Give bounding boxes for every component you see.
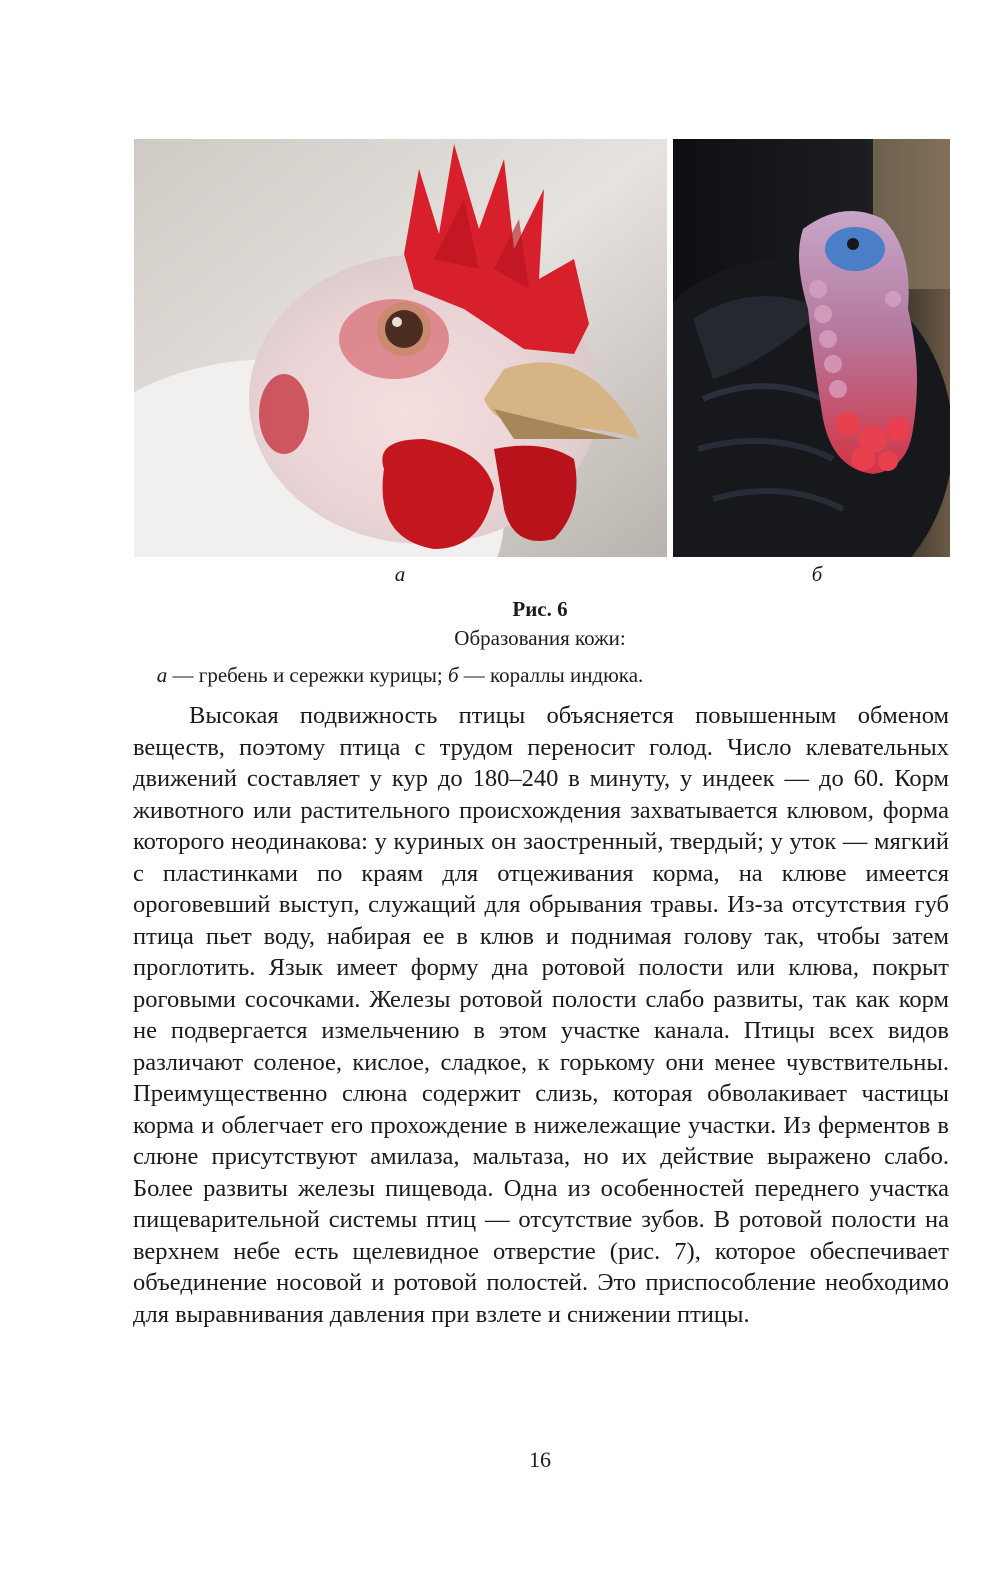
- legend-letter-a: а: [156, 663, 168, 687]
- body-paragraph: Высокая подвижность птицы объясняется повышенным обменом веществ, поэтому птица с трудом переносит голод. Число клевательных движений составляет у кур до 180–240 в минуту, у индеек — до 60. Корм животного или растительного происхождения захватывается клювом, форма которого неодинакова: у куриных он заостренный, твердый; у уток — мягкий с пластинками по краям для отцеживания корма, на клюве имеется ороговевший выступ, служащий для обрывания травы. Из-за отсутствия губ птица пьет воду, набирая ее в клюв и поднимая голову так, чтобы затем проглотить. Язык имеет форму дна ротовой полости или клюва, покрыт роговыми сосочками. Железы ротовой полости слабо развиты, так как корм не подвергается измельчению в этом участке канала. Птицы всех видов различают соленое, кислое, сладкое, к горькому они менее чувствительны. Преимущественно слюна содержит слизь, которая обволакивает частицы корма и облегчает его прохождение в нижележащие участки. Из ферментов в слюне присутствуют амилаза, мальтаза, но их действие выражено слабо. Более развиты железы пищевода. Одна из особенностей переднего участка пищеварительной системы птиц — отсутствие зубов. В ротовой полости на верхнем небе есть щелевидное отверстие (рис. 7), которое обеспечивает объединение носовой и ротовой полостей. Это приспособление необходимо для выравнивания давления при взлете и снижении птицы.: [133, 702, 949, 1328]
- figure-legend: [0, 663, 800, 688]
- figure-label-a: а: [394, 562, 406, 586]
- figure-title: Образования кожи:: [454, 626, 626, 650]
- photo-turkey-caruncles: [673, 139, 950, 557]
- legend-text-a: — гребень и сережки курицы;: [167, 663, 448, 687]
- figure-label-b: б: [811, 562, 823, 586]
- figure-number: Рис. 6: [512, 597, 568, 621]
- page-number: 16: [529, 1447, 551, 1472]
- photo-chicken-comb: [134, 139, 667, 557]
- legend-text-b: — кораллы индюка.: [458, 663, 644, 687]
- legend-letter-b: б: [447, 663, 459, 687]
